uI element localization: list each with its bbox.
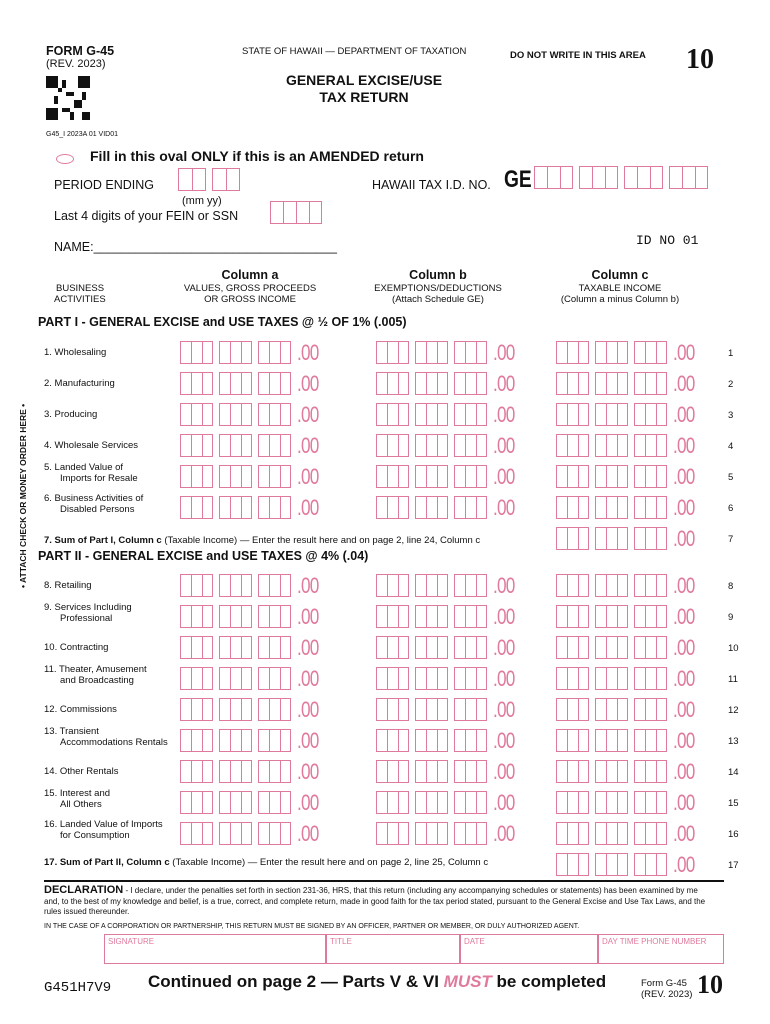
form-rev: (REV. 2023) (46, 58, 106, 70)
cents-label: .00 (673, 604, 695, 629)
line-label: 16. Landed Value of Imports for Consumption (44, 819, 163, 841)
amount-input-a[interactable] (180, 403, 325, 426)
cents-label: .00 (673, 759, 695, 784)
amended-label: Fill in this oval ONLY if this is an AMENDED return (90, 148, 424, 164)
cents-label: .00 (297, 604, 319, 629)
cents-label: .00 (673, 821, 695, 846)
cents-label: .00 (673, 340, 695, 365)
amount-input-b[interactable] (376, 760, 521, 783)
cents-label: .00 (673, 526, 695, 551)
amount-input-a[interactable] (180, 605, 325, 628)
line-label: 10. Contracting (44, 642, 109, 653)
amount-input-b[interactable] (376, 434, 521, 457)
cents-label: .00 (297, 433, 319, 458)
cents-label: .00 (297, 635, 319, 660)
continued-note: Continued on page 2 — Parts V & VI MUST be completed (148, 972, 607, 991)
row-number: 7 (728, 534, 734, 545)
cents-label: .00 (297, 402, 319, 427)
cents-label: .00 (493, 433, 515, 458)
cents-label: .00 (297, 340, 319, 365)
line-label: 3. Producing (44, 409, 98, 420)
phone-field[interactable]: DAY TIME PHONE NUMBER (598, 934, 724, 964)
cents-label: .00 (297, 728, 319, 753)
amount-input-c[interactable] (556, 403, 701, 426)
line-label: 14. Other Rentals (44, 766, 119, 777)
cents-label: .00 (493, 340, 515, 365)
amount-input-c[interactable] (556, 760, 701, 783)
amount-input-c[interactable] (556, 372, 701, 395)
row-number: 11 (728, 674, 738, 685)
line-7-label: 7. Sum of Part I, Column c (Taxable Income) — Enter the result here and on page 2, line 24, Column c (44, 535, 481, 546)
date-field[interactable]: DATE (460, 934, 598, 964)
amount-input-c[interactable] (556, 341, 701, 364)
period-ending-input[interactable] (178, 168, 242, 191)
amount-input-c[interactable] (556, 729, 701, 752)
cents-label: .00 (673, 790, 695, 815)
cents-label: .00 (673, 697, 695, 722)
cents-label: .00 (493, 790, 515, 815)
business-label: BUSINESS (56, 283, 105, 294)
divider (44, 880, 724, 882)
name-field[interactable]: NAME:___________________________________ (54, 240, 337, 254)
amount-input-b[interactable] (376, 496, 521, 519)
amount-input-c[interactable] (556, 496, 701, 519)
cents-label: .00 (297, 666, 319, 691)
line-label: 4. Wholesale Services (44, 440, 138, 451)
amount-input-c[interactable] (556, 791, 701, 814)
fein-input[interactable] (270, 201, 324, 224)
cents-label: .00 (673, 728, 695, 753)
cents-label: .00 (673, 464, 695, 489)
line-label: 1. Wholesaling (44, 347, 107, 358)
period-ending-label: PERIOD ENDING (54, 178, 155, 192)
fein-label: Last 4 digits of your FEIN or SSN (54, 209, 239, 223)
row-number: 4 (728, 441, 734, 452)
amount-input-a[interactable] (180, 636, 325, 659)
cents-label: .00 (673, 371, 695, 396)
line-label: 6. Business Activities of Disabled Persons (44, 493, 144, 515)
cents-label: .00 (493, 495, 515, 520)
col-a-sub1: VALUES, GROSS PROCEEDS (183, 283, 317, 294)
cents-label: .00 (493, 759, 515, 784)
amount-input-b[interactable] (376, 822, 521, 845)
amount-input-b[interactable] (376, 403, 521, 426)
row-number: 14 (728, 767, 739, 778)
col-c-sub2: (Column a minus Column b) (560, 294, 680, 305)
row-number: 8 (728, 581, 734, 592)
amount-input-b[interactable] (376, 341, 521, 364)
amount-input-c[interactable] (556, 527, 701, 550)
amount-input-b[interactable] (376, 605, 521, 628)
row-number: 12 (728, 705, 739, 716)
amount-input-b[interactable] (376, 729, 521, 752)
cents-label: .00 (493, 464, 515, 489)
amount-input-c[interactable] (556, 636, 701, 659)
footer-rev: (REV. 2023) (641, 989, 693, 1000)
cents-label: .00 (297, 464, 319, 489)
part-2-title: PART II - GENERAL EXCISE and USE TAXES @ 4% (.04) (38, 549, 369, 563)
amount-input-b[interactable] (376, 465, 521, 488)
col-a-title: Column a (221, 268, 279, 282)
row-number: 1 (728, 348, 734, 359)
form-number: 10 (686, 44, 714, 75)
cents-label: .00 (673, 666, 695, 691)
footer-number: 10 (697, 970, 723, 999)
cents-label: .00 (297, 759, 319, 784)
cents-label: .00 (673, 433, 695, 458)
signature-field[interactable]: SIGNATURE (104, 934, 326, 964)
amount-input-c[interactable] (556, 667, 701, 690)
cents-label: .00 (297, 495, 319, 520)
amount-input-a[interactable] (180, 465, 325, 488)
col-b-sub2: (Attach Schedule GE) (392, 294, 484, 305)
col-c-title: Column c (591, 268, 649, 282)
line-label: 12. Commissions (44, 704, 117, 715)
cents-label: .00 (493, 666, 515, 691)
cents-label: .00 (493, 371, 515, 396)
cents-label: .00 (493, 821, 515, 846)
cents-label: .00 (493, 697, 515, 722)
ge-prefix: GE (504, 166, 532, 193)
amount-input-a[interactable] (180, 574, 325, 597)
line-label: 9. Services Including Professional (44, 602, 132, 624)
cents-label: .00 (493, 728, 515, 753)
row-number: 3 (728, 410, 734, 421)
mm-yy-label: (mm yy) (182, 195, 222, 207)
col-b-title: Column b (409, 268, 467, 282)
cents-label: .00 (673, 852, 695, 877)
part-1-title: PART I - GENERAL EXCISE and USE TAXES @ ½ OF 1% (.005) (38, 315, 407, 329)
cents-label: .00 (297, 573, 319, 598)
line-label: 15. Interest and All Others (44, 788, 111, 810)
line-label: 13. Transient Accommodations Rentals (44, 726, 168, 748)
amount-input-b[interactable] (376, 372, 521, 395)
cents-label: .00 (493, 573, 515, 598)
amount-input-c[interactable] (556, 465, 701, 488)
cents-label: .00 (493, 604, 515, 629)
footer-code: G451H7V9 (44, 980, 112, 996)
title-line-1: GENERAL EXCISE/USE (285, 72, 443, 88)
line-label: 8. Retailing (44, 580, 92, 591)
row-number: 13 (728, 736, 739, 747)
activities-label: ACTIVITIES (54, 294, 106, 305)
qr-code-icon (46, 76, 90, 120)
line-label: 5. Landed Value of Imports for Resale (44, 462, 138, 484)
cents-label: .00 (297, 371, 319, 396)
title-line-2: TAX RETURN (319, 89, 409, 105)
amount-input-b[interactable] (376, 574, 521, 597)
do-not-write: DO NOT WRITE IN THIS AREA (510, 50, 646, 61)
tax-id-label: HAWAII TAX I.D. NO. (372, 178, 491, 192)
cents-label: .00 (673, 495, 695, 520)
col-c-sub1: TAXABLE INCOME (578, 283, 662, 294)
row-number: 10 (728, 643, 739, 654)
cents-label: .00 (297, 697, 319, 722)
cents-label: .00 (673, 573, 695, 598)
amount-input-a[interactable] (180, 698, 325, 721)
row-number: 15 (728, 798, 739, 809)
amount-input-a[interactable] (180, 372, 325, 395)
amount-input-a[interactable] (180, 760, 325, 783)
cents-label: .00 (297, 821, 319, 846)
line-label: 11. Theater, Amusement and Broadcasting (44, 664, 147, 686)
amount-input-a[interactable] (180, 496, 325, 519)
cents-label: .00 (493, 635, 515, 660)
cents-label: .00 (673, 635, 695, 660)
cents-label: .00 (493, 402, 515, 427)
row-number: 6 (728, 503, 734, 514)
amount-input-b[interactable] (376, 698, 521, 721)
row-number: 5 (728, 472, 734, 483)
row-number: 16 (728, 829, 739, 840)
amount-input-c[interactable] (556, 574, 701, 597)
amount-input-a[interactable] (180, 822, 325, 845)
amount-input-a[interactable] (180, 791, 325, 814)
footer-form: Form G-45 (641, 978, 687, 989)
amount-input-b[interactable] (376, 667, 521, 690)
row-number: 17 (728, 860, 739, 871)
amount-input-c[interactable] (556, 822, 701, 845)
form-id: FORM G-45 (46, 44, 115, 58)
side-attach-text: • ATTACH CHECK OR MONEY ORDER HERE • (18, 403, 28, 588)
col-b-sub1: EXEMPTIONS/DEDUCTIONS (374, 283, 502, 294)
line-17-label: 17. Sum of Part II, Column c (Taxable Income) — Enter the result here and on page 2, line 25, Column c (44, 857, 489, 868)
row-number: 2 (728, 379, 734, 390)
col-a-sub2: OR GROSS INCOME (204, 294, 296, 305)
amended-oval[interactable] (56, 154, 74, 164)
id-no: ID NO 01 (636, 233, 699, 248)
cents-label: .00 (673, 402, 695, 427)
amount-input-c[interactable] (556, 853, 701, 876)
amount-input-c[interactable] (556, 434, 701, 457)
amount-input-a[interactable] (180, 341, 325, 364)
row-number: 9 (728, 612, 734, 623)
amount-input-c[interactable] (556, 698, 701, 721)
declaration-text: DECLARATION - I declare, under the penalties set forth in section 231-36, HRS, that this return (including any accompanying schedules or statements) has been examined by me and, to the best of my knowledge and belief, is a true, correct, and complete return, made in good faith for the tax period stated, pursuant to the General Excise and Use Tax Laws, and the rules issued thereunder. (44, 884, 706, 916)
corp-note: IN THE CASE OF A CORPORATION OR PARTNERSHIP, THIS RETURN MUST BE SIGNED BY AN OFFICER, PARTNER OR MEMBER, OR DULY AUTHORIZED AGENT. (44, 923, 580, 930)
agency-name: STATE OF HAWAII — DEPARTMENT OF TAXATION (242, 46, 467, 57)
line-label: 2. Manufacturing (44, 378, 115, 389)
amount-input-a[interactable] (180, 729, 325, 752)
amount-input-a[interactable] (180, 434, 325, 457)
tax-id-input[interactable] (534, 166, 710, 189)
amount-input-a[interactable] (180, 667, 325, 690)
cents-label: .00 (297, 790, 319, 815)
title-field[interactable]: TITLE (326, 934, 460, 964)
amount-input-b[interactable] (376, 791, 521, 814)
barcode-id: G45_I 2023A 01 VID01 (46, 131, 118, 138)
amount-input-c[interactable] (556, 605, 701, 628)
amount-input-b[interactable] (376, 636, 521, 659)
